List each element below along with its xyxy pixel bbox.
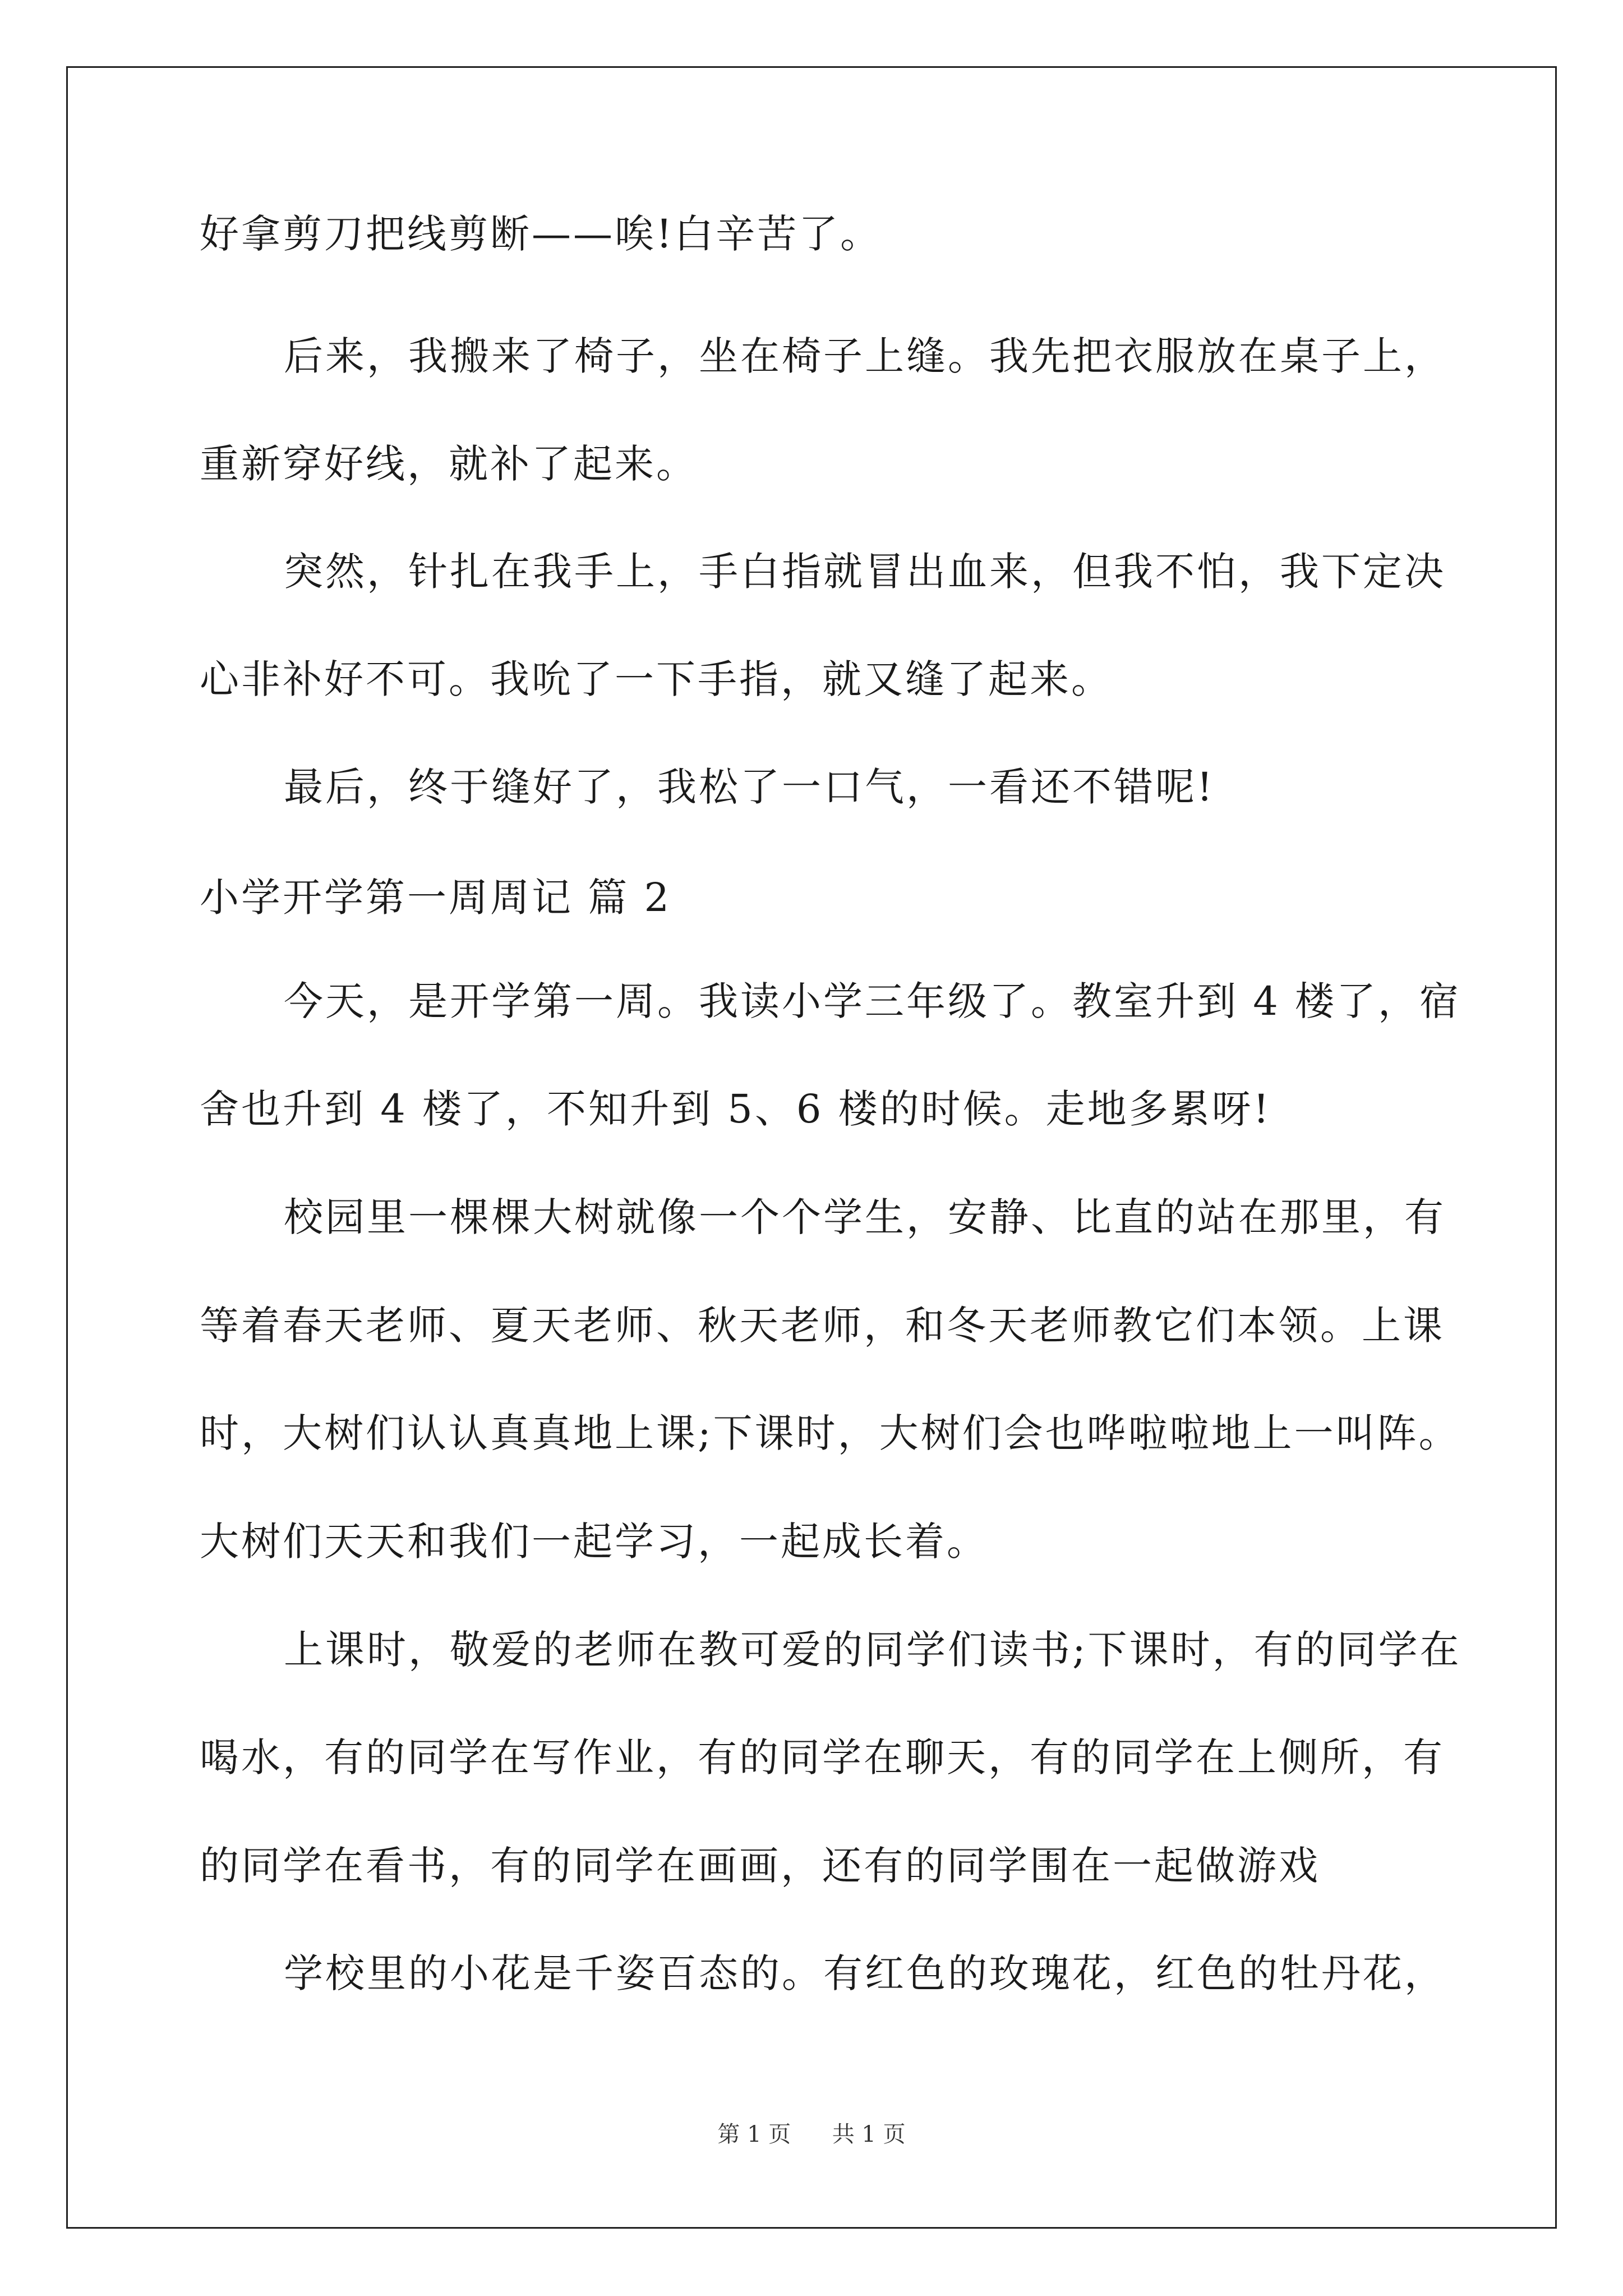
text-line: 的同学在看书，有的同学在画画，还有的同学围在一起做游戏 xyxy=(200,1843,1320,1889)
paragraph-start: 最后，终于缝好了，我松了一口气，一看还不错呢! xyxy=(284,764,1215,810)
text-line: 喝水，有的同学在写作业，有的同学在聊天，有的同学在上侧所，有 xyxy=(200,1734,1445,1780)
paragraph-start: 突然，针扎在我手上，手白指就冒出血来，但我不怕，我下定决 xyxy=(284,549,1446,595)
page-border xyxy=(66,66,1557,2229)
paragraph-start: 学校里的小花是千姿百态的。有红色的玫瑰花，红色的牡丹花， xyxy=(284,1950,1446,1996)
page-total: 共 1 页 xyxy=(832,2122,906,2147)
paragraph-start: 校园里一棵棵大树就像一个个学生，安静、比直的站在那里，有 xyxy=(284,1194,1446,1240)
text-line: 等着春天老师、夏天老师、秋天老师，和冬天老师教它们本领。上课 xyxy=(200,1303,1445,1349)
text-line: 心非补好不可。我吮了一下手指，就又缝了起来。 xyxy=(200,656,1113,702)
paragraph-start: 今天，是开学第一周。我读小学三年级了。教室升到 4 楼了，宿 xyxy=(284,978,1461,1024)
text-line: 大树们天天和我们一起学习，一起成长着。 xyxy=(200,1519,988,1565)
page-footer xyxy=(0,2120,1623,2148)
section-heading: 小学开学第一周周记 篇 2 xyxy=(200,875,672,921)
text-line: 舍也升到 4 楼了，不知升到 5、6 楼的时候。走地多累呀! xyxy=(200,1086,1271,1132)
paragraph-start: 上课时，敬爱的老师在教可爱的同学们读书;下课时，有的同学在 xyxy=(284,1627,1461,1673)
text-line: 重新穿好线，就补了起来。 xyxy=(200,441,698,487)
text-line: 好拿剪刀把线剪断——唉!白辛苦了。 xyxy=(200,211,882,257)
text-line: 时，大树们认认真真地上课;下课时，大树们会也哗啦啦地上一叫阵。 xyxy=(200,1410,1460,1456)
paragraph-start: 后来，我搬来了椅子，坐在椅子上缝。我先把衣服放在桌子上， xyxy=(284,333,1446,379)
page-number: 第 1 页 xyxy=(717,2122,791,2147)
